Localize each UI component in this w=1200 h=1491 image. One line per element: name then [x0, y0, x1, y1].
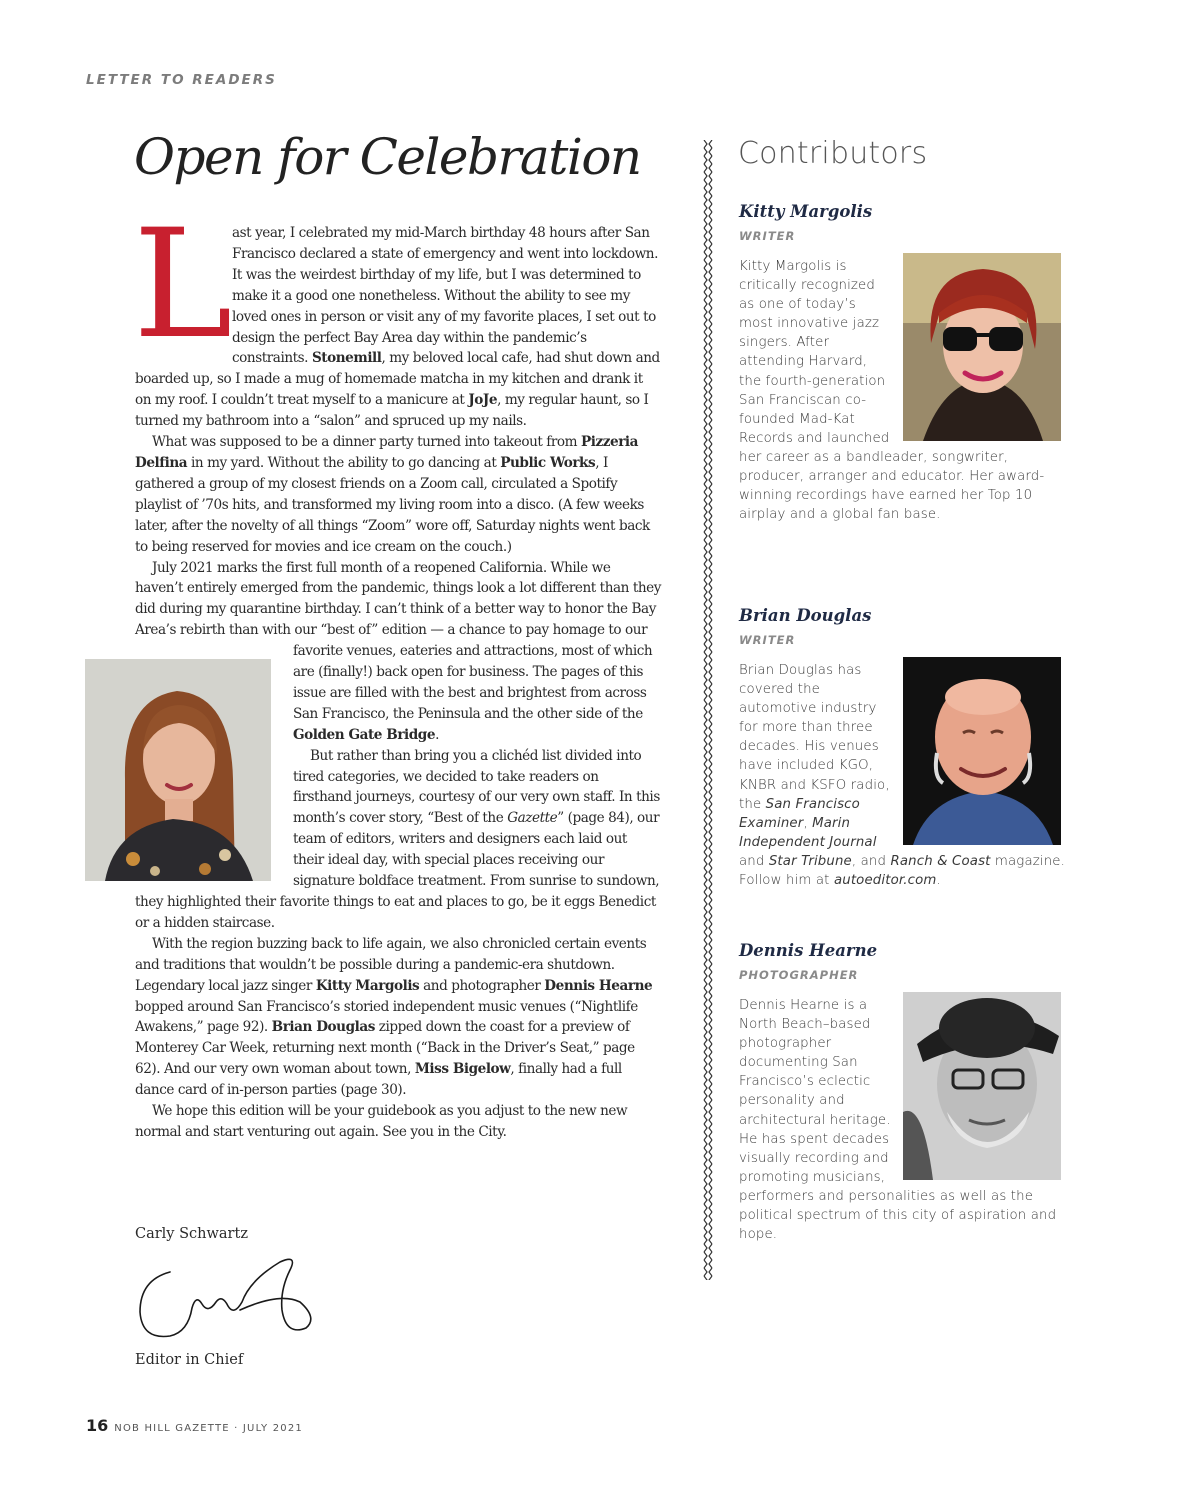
bold-name: Pizzeria Delfina — [135, 434, 638, 471]
contributors-title: Contributors — [738, 136, 928, 171]
contributor-photo — [903, 992, 1061, 1180]
publication-line: NOB HILL GAZETTE · JULY 2021 — [114, 1423, 303, 1434]
letter-paragraph: We hope this edition will be your guidebook as you adjust to the new new normal and start venturing out again. See you in the City. — [135, 1103, 628, 1140]
contributor-bio: Dennis Hearne is a North Beach–based photographer documenting San Francisco’s eclectic personality and architectural heritage. He has spent decades visually recording and promoting musicians, performers and personalities as well as the political spectrum of this city of aspiration and hope. — [739, 998, 1057, 1243]
editor-letter — [133, 198, 661, 1143]
bold-name: Golden Gate Bridge — [293, 726, 436, 743]
column-divider — [700, 140, 716, 1280]
contributor-role: WRITER — [739, 229, 796, 243]
section-label: LETTER TO READERS — [86, 72, 277, 88]
letter-paragraph: What was supposed to be a dinner party turned into takeout from Pizzeria Delfina in my yard. Without the ability to go dancing at Public Works, I gathered a group of my closest friends on a Zoom call, circulated a Spotify playlist of ’70s hits, and transformed my living room into a disco. (A few weeks later, after the novelty of all things “Zoom” wore off, Saturday nights went back to being reserved for movies and ice cream on the couch.) — [135, 434, 650, 555]
italic-title: Gazette — [507, 810, 558, 827]
bold-name: JoJe — [468, 392, 498, 409]
bold-name: Stonemill — [311, 350, 382, 367]
contributor-photo — [903, 253, 1061, 441]
editor-photo — [85, 659, 271, 881]
signer-title: Editor in Chief — [135, 1352, 244, 1368]
bold-name: Brian Douglas — [271, 1019, 375, 1036]
contributor-bio: Kitty Margolis is critically recognized as one of today’s most innovative jazz singers. After attending Harvard, the fourth-generation San Franciscan co-founded Mad-Kat Records and launched her career as a bandleader, songwriter, producer, arranger and educator. Her award-winning recordings have earned her Top 10 airplay and a global fan base. — [739, 259, 1045, 523]
letter-paragraph: July 2021 marks the first full month of a reopened California. While we haven’t entirely emerged from the pandemic, things look a lot different than they did during my quarantine birthday. I can’t think of a better way to honor the Bay Area’s rebirth than with our “best of” edition — a chance to pay homage to our favorite venues, eateries and attractions, most of which are (finally!) back open for business. The pages of this issue are filled with the best and brightest from across San Francisco, the Peninsula and the other side of the Golden Gate Bridge. — [135, 559, 661, 743]
bold-name: Miss Bigelow — [414, 1061, 511, 1078]
letter-paragraph: With the region buzzing back to life again, we also chronicled certain events and traditions that wouldn’t be possible during a pandemic-era shutdown. Legendary local jazz singer Kitty Margolis and photographer Dennis Hearne bopped around San Francisco’s storied independent music venues (“Nightlife Awakens,” page 92). Brian Douglas zipped down the coast for a preview of Monterey Car Week, returning next month (“Back in the Driver’s Seat,” page 62). And our very own woman about town, Miss Bigelow, finally had a full dance card of in-person parties (page 30). — [135, 935, 653, 1099]
contributor-name: Dennis Hearne — [739, 941, 878, 960]
contributor-role: WRITER — [739, 633, 796, 647]
contributor-card — [739, 202, 1069, 524]
bold-name: Public Works — [500, 454, 596, 471]
page-footer — [86, 1416, 303, 1435]
contributor-role: PHOTOGRAPHER — [739, 968, 859, 982]
drop-cap: L — [133, 198, 233, 372]
page-number: 16 — [86, 1416, 109, 1435]
signature — [130, 1250, 320, 1350]
page-headline: Open for Celebration — [134, 128, 641, 186]
contributor-name: Brian Douglas — [739, 606, 872, 625]
bold-name: Kitty Margolis — [315, 977, 420, 994]
letter-paragraph: But rather than bring you a clichéd list divided into tired categories, we decided to take readers on firsthand journeys, courtesy of our very own staff. In this month’s cover story, “Best of the Gazette” (page 84), our team of editors, writers and designers each laid out their ideal day, with special places receiving our signature boldface treatment. From sunrise to sundown, they highlighted their favorite things to eat and places to go, be it eggs Benedict or a hidden staircase. — [135, 747, 660, 931]
contributor-name: Kitty Margolis — [739, 202, 873, 221]
signer-name: Carly Schwartz — [135, 1226, 248, 1242]
bold-name: Dennis Hearne — [544, 977, 653, 994]
contributor-card — [739, 606, 1069, 890]
letter-paragraph: ast year, I celebrated my mid-March birthday 48 hours after San Francisco declared a state of emergency and went into lockdown. It was the weirdest birthday of my life, but I was determined to make it a good one nonetheless. Without the ability to see my loved ones in person or visit any of my favorite places, I set out to design the perfect Bay Area day within the pandemic’s constraints. Stonemill, my beloved local cafe, had shut down and boarded up, so I made a mug of homemade matcha in my kitchen and drank it on my roof. I couldn’t treat myself to a manicure at JoJe, my regular haunt, so I turned my bathroom into a “salon” and spruced up my nails. — [135, 225, 660, 430]
contributor-photo — [903, 657, 1061, 845]
contributor-card — [739, 941, 1069, 1244]
contributor-bio: Brian Douglas has covered the automotive industry for more than three decades. His venues have included KGO, KNBR and KSFO radio, the San Francisco Examiner, Marin Independent Journal and Star Tribune, and Ranch & Coast magazine. Follow him at autoeditor.com. — [739, 663, 1065, 889]
